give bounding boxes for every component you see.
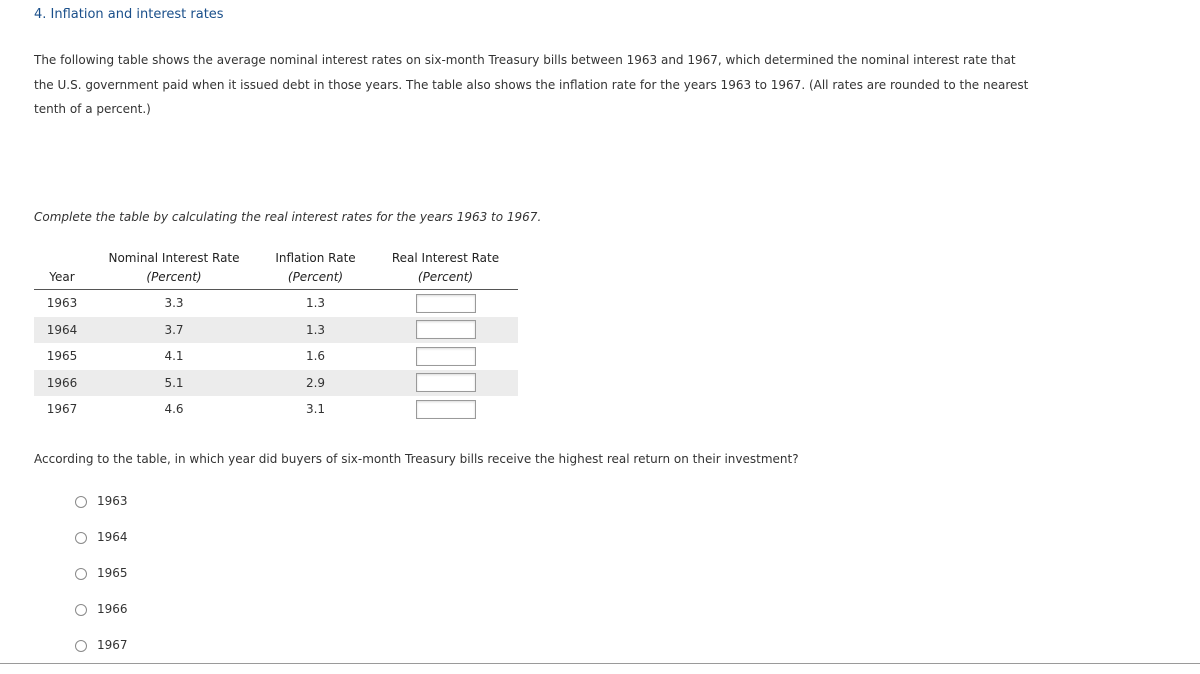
header-inflation: Inflation Rate (275, 251, 356, 265)
bottom-divider (0, 663, 1200, 664)
year-cell: 1967 (46, 402, 78, 417)
radio-button-icon[interactable] (75, 496, 87, 508)
inflation-rate-cell: 3.1 (305, 402, 326, 417)
option-1965[interactable] (75, 566, 128, 602)
option-label: 1967 (97, 638, 128, 652)
header-nominal: Nominal Interest Rate (108, 251, 240, 265)
multiple-choice-question: According to the table, in which year did buyers of six-month Treasury bills receive the highest real return on their investment? (34, 452, 799, 466)
inflation-rate-cell: 2.9 (258, 370, 373, 397)
year-cell: 1964 (34, 317, 90, 344)
inflation-rate-cell: 1.3 (258, 317, 373, 344)
real-rate-input-1964[interactable] (416, 320, 476, 339)
year-cell: 1966 (34, 370, 90, 397)
header-real: Real Interest Rate (391, 251, 500, 265)
inflation-rate-cell: 1.6 (305, 349, 326, 364)
option-1966[interactable] (75, 602, 128, 638)
option-1967[interactable] (75, 638, 128, 674)
real-rate-input-1963[interactable] (416, 294, 476, 313)
year-cell: 1963 (46, 296, 78, 311)
year-cell: 1965 (46, 349, 78, 364)
option-label: 1963 (97, 494, 128, 508)
inflation-rate-cell: 1.3 (305, 296, 326, 311)
nominal-rate-cell: 5.1 (90, 370, 258, 397)
real-rate-input-1967[interactable] (416, 400, 476, 419)
question-title: 4. Inflation and interest rates (34, 7, 224, 22)
nominal-rate-cell: 3.3 (164, 296, 184, 311)
header-nominal-unit: (Percent) (90, 265, 258, 290)
nominal-rate-cell: 4.1 (164, 349, 184, 364)
nominal-rate-cell: 3.7 (90, 317, 258, 344)
option-label: 1966 (97, 602, 128, 616)
real-rate-input-1965[interactable] (416, 347, 476, 366)
radio-button-icon[interactable] (75, 532, 87, 544)
table-row (34, 290, 518, 317)
answer-options (75, 494, 128, 674)
option-1964[interactable] (75, 530, 128, 566)
table-row (34, 396, 518, 423)
table-row (34, 370, 518, 397)
header-real-unit: (Percent) (373, 265, 518, 290)
nominal-rate-cell: 4.6 (164, 402, 184, 417)
header-inflation-unit: (Percent) (258, 265, 373, 290)
radio-button-icon[interactable] (75, 640, 87, 652)
radio-button-icon[interactable] (75, 568, 87, 580)
radio-button-icon[interactable] (75, 604, 87, 616)
real-rate-input-1966[interactable] (416, 373, 476, 392)
intro-paragraph: The following table shows the average nominal interest rates on six-month Treasury bills between 1963 and 1967, which determined the nominal interest rate that the U.S. government paid when it issued debt in those years. The table also shows the inflation rate for the years 1963 to 1967. (All rates are rounded to the nearest tenth of a percent.) (34, 53, 1029, 116)
option-label: 1964 (97, 530, 128, 544)
table-row (34, 343, 518, 370)
table-instruction: Complete the table by calculating the real interest rates for the years 1963 to 1967. (34, 210, 542, 224)
interest-rate-table (34, 245, 518, 423)
header-year: Year (34, 265, 90, 290)
option-label: 1965 (97, 566, 128, 580)
table-row (34, 317, 518, 344)
option-1963[interactable] (75, 494, 128, 530)
